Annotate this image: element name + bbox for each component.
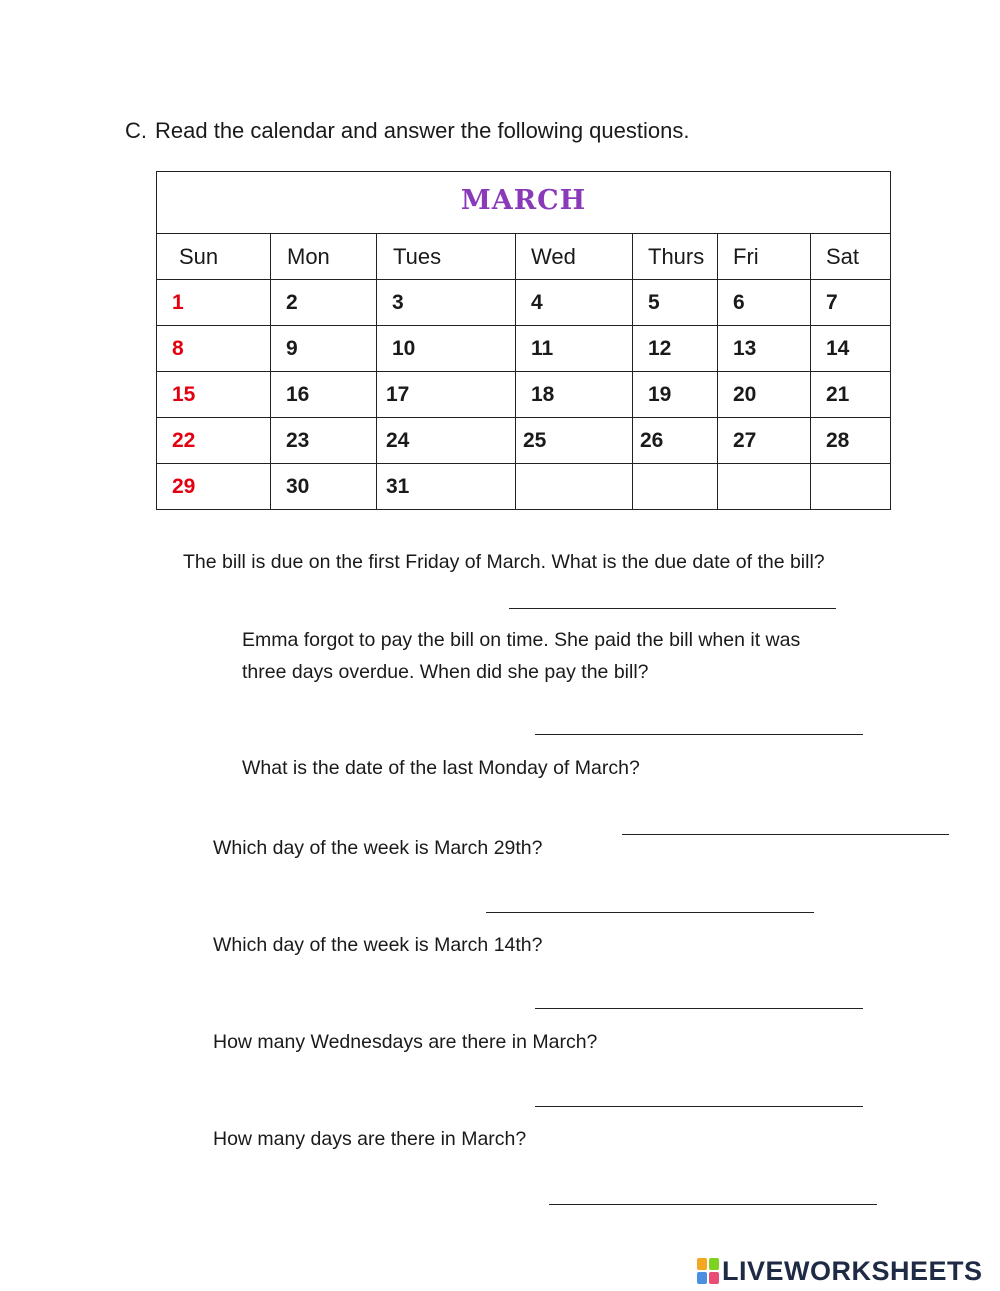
day-number: 11 <box>531 336 554 360</box>
logo-square <box>697 1272 707 1284</box>
calendar-day-cell <box>271 280 377 326</box>
weekday-label: Tues <box>393 243 442 269</box>
question-2-line-2: three days overdue. When did she pay the bill? <box>242 661 649 683</box>
calendar-day-cell <box>633 326 718 372</box>
question-5: Which day of the week is March 14th? <box>213 934 543 956</box>
calendar-day-cell <box>811 418 891 464</box>
weekday-label: Fri <box>733 243 759 269</box>
weekday-header <box>718 234 811 280</box>
weekday-label: Thurs <box>648 243 705 269</box>
calendar-day-cell <box>811 464 891 510</box>
calendar-day-cell <box>811 326 891 372</box>
calendar-day-cell <box>157 326 271 372</box>
calendar-day-cell <box>271 326 377 372</box>
day-number: 19 <box>648 382 672 406</box>
calendar-day-cell <box>377 464 516 510</box>
calendar-day-cell <box>377 280 516 326</box>
logo-square <box>709 1258 719 1270</box>
calendar-day-cell <box>516 280 633 326</box>
weekday-header <box>271 234 377 280</box>
calendar-day-cell <box>516 326 633 372</box>
weekday-header <box>516 234 633 280</box>
day-number: 1 <box>172 290 184 314</box>
day-number: 7 <box>826 290 838 314</box>
calendar-day-cell <box>811 372 891 418</box>
calendar-day-cell <box>157 464 271 510</box>
day-number: 31 <box>386 474 410 498</box>
day-number: 28 <box>826 428 850 452</box>
weekday-header <box>633 234 718 280</box>
weekday-header <box>157 234 271 280</box>
calendar-week-row <box>157 372 891 418</box>
calendar-week-row <box>157 326 891 372</box>
question-7: How many days are there in March? <box>213 1128 527 1150</box>
day-number: 8 <box>172 336 184 360</box>
calendar-day-cell <box>271 464 377 510</box>
calendar-day-cell <box>718 418 811 464</box>
answer-line-7[interactable] <box>549 1204 877 1205</box>
calendar-day-cell <box>271 418 377 464</box>
calendar-day-cell <box>516 372 633 418</box>
calendar-day-cell <box>377 372 516 418</box>
day-number: 27 <box>733 428 757 452</box>
calendar-day-cell <box>718 280 811 326</box>
day-number: 21 <box>826 382 850 406</box>
question-4: Which day of the week is March 29th? <box>213 837 543 859</box>
calendar-day-cell <box>157 372 271 418</box>
day-number: 22 <box>172 428 196 452</box>
day-number: 2 <box>286 290 298 314</box>
calendar-day-cell <box>377 326 516 372</box>
question-2-line-1: Emma forgot to pay the bill on time. She paid the bill when it was <box>242 629 801 651</box>
weekday-header <box>811 234 891 280</box>
calendar-day-cell <box>271 372 377 418</box>
day-number: 13 <box>733 336 757 360</box>
calendar-day-cell <box>633 464 718 510</box>
calendar-day-cell <box>633 418 718 464</box>
calendar-week-row <box>157 418 891 464</box>
calendar-day-cell <box>811 280 891 326</box>
liveworksheets-logo-icon <box>697 1258 719 1284</box>
weekday-label: Wed <box>531 243 576 269</box>
day-number: 9 <box>286 336 298 360</box>
day-number: 26 <box>640 428 664 452</box>
calendar-week-row <box>157 280 891 326</box>
day-number: 5 <box>648 290 660 314</box>
calendar-title-cell <box>157 172 891 234</box>
calendar-day-cell <box>516 418 633 464</box>
day-number: 25 <box>523 428 547 452</box>
day-number: 6 <box>733 290 745 314</box>
question-1: The bill is due on the first Friday of March. What is the due date of the bill? <box>183 551 825 573</box>
weekday-label: Sat <box>826 243 860 269</box>
day-number: 29 <box>172 474 196 498</box>
weekday-label: Sun <box>179 243 219 269</box>
section-letter: C. <box>125 118 147 143</box>
day-number: 17 <box>386 382 410 406</box>
calendar-day-cell <box>377 418 516 464</box>
answer-line-1[interactable] <box>509 608 836 609</box>
calendar-day-cell <box>718 464 811 510</box>
day-number: 30 <box>286 474 310 498</box>
calendar-week-row <box>157 464 891 510</box>
logo-square <box>709 1272 719 1284</box>
question-3: What is the date of the last Monday of March? <box>242 757 640 779</box>
day-number: 4 <box>531 290 543 314</box>
calendar-day-cell <box>157 280 271 326</box>
question-6: How many Wednesdays are there in March? <box>213 1031 598 1053</box>
calendar-day-cell <box>718 326 811 372</box>
calendar-day-cell <box>633 280 718 326</box>
day-number: 23 <box>286 428 310 452</box>
day-number: 10 <box>392 336 416 360</box>
day-number: 14 <box>826 336 850 360</box>
day-number: 3 <box>392 290 404 314</box>
answer-line-5[interactable] <box>535 1008 863 1009</box>
calendar-day-cell <box>157 418 271 464</box>
answer-line-6[interactable] <box>535 1106 863 1107</box>
calendar-day-cell <box>718 372 811 418</box>
heading-text: Read the calendar and answer the following questions. <box>155 118 690 143</box>
day-number: 20 <box>733 382 757 406</box>
liveworksheets-logo <box>697 1256 983 1286</box>
weekday-label: Mon <box>287 243 330 269</box>
calendar-month-title: MARCH <box>460 185 587 216</box>
day-number: 18 <box>531 382 555 406</box>
logo-square <box>697 1258 707 1270</box>
march-calendar <box>156 171 891 510</box>
calendar-day-cell <box>516 464 633 510</box>
day-number: 16 <box>286 382 310 406</box>
answer-line-3[interactable] <box>622 834 949 835</box>
day-number: 24 <box>386 428 410 452</box>
weekday-header <box>377 234 516 280</box>
answer-line-4[interactable] <box>486 912 814 913</box>
worksheet-heading <box>125 118 689 144</box>
answer-line-2[interactable] <box>535 734 863 735</box>
calendar-day-cell <box>633 372 718 418</box>
day-number: 15 <box>172 382 196 406</box>
logo-text: LIVEWORKSHEETS <box>722 1255 983 1286</box>
weekday-header-row <box>157 234 891 280</box>
day-number: 12 <box>648 336 672 360</box>
